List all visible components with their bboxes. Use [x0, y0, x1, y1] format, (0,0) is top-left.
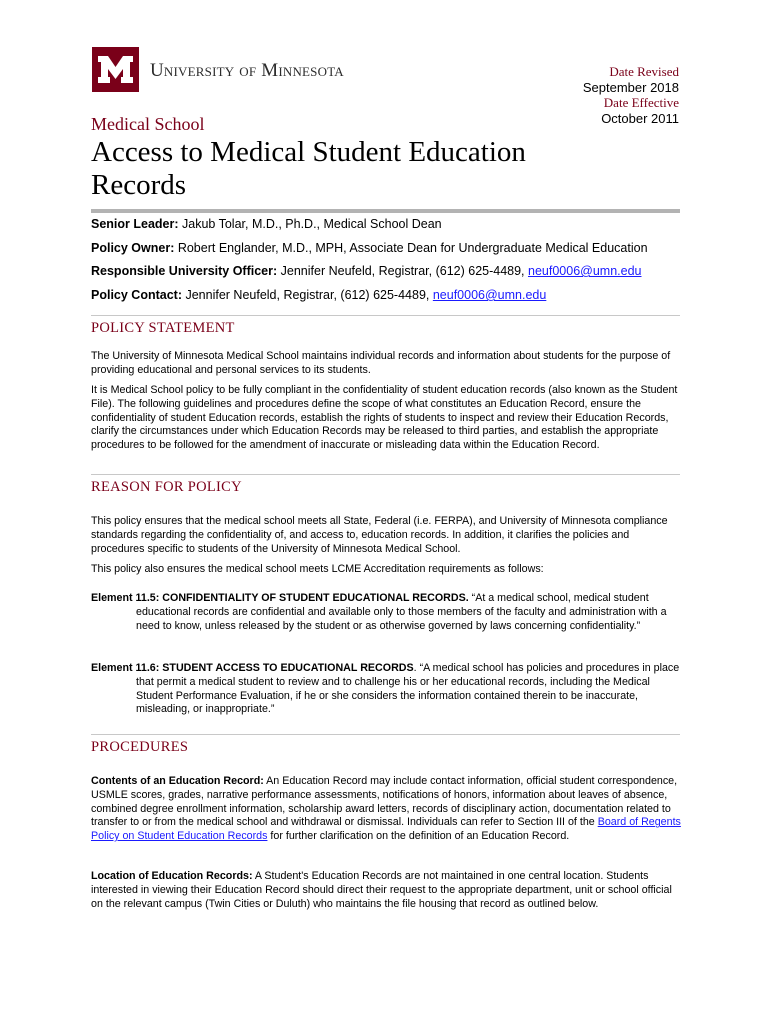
location-of-education-records: [91, 870, 681, 911]
location-text: A Student's Education Records are not maintained in one central location. Students interested in viewing their Education Record should direct their request to the appropriate department, unit or school official on the relevant campus (Twin Cities or Duluth) who maintains the file housing that record as outlined below.: [91, 870, 672, 910]
policy-dates: [583, 64, 679, 126]
responsible-officer-line: [91, 264, 642, 278]
section-divider: [91, 474, 680, 475]
university-name: University of Minnesota: [150, 60, 344, 81]
location-label: Location of Education Records:: [91, 870, 253, 882]
responsible-officer-value: Jennifer Neufeld, Registrar, (612) 625-4489,: [277, 264, 529, 278]
policy-owner-label: Policy Owner:: [91, 241, 175, 255]
policy-statement-paragraph-1: The University of Minnesota Medical School maintains individual records and information about students for the purpose of providing educational and personal services to its students.: [91, 350, 671, 376]
contents-label: Contents of an Education Record:: [91, 775, 264, 787]
date-revised-value: September 2018: [582, 79, 679, 95]
block-m-logo-icon: [98, 56, 133, 83]
policy-contact-line: [91, 288, 546, 302]
section-divider: [91, 734, 680, 735]
title-divider: [91, 209, 680, 213]
date-effective-label: Date Effective: [603, 95, 679, 110]
contents-of-education-record: [91, 775, 681, 844]
lcme-element-11-5: [91, 592, 681, 633]
policy-contact-label: Policy Contact:: [91, 288, 182, 302]
procedures-heading: PROCEDURES: [91, 739, 189, 755]
element-11-5-label: Element 11.5: CONFIDENTIALITY OF STUDENT EDUCATIONAL RECORDS.: [91, 592, 469, 604]
policy-statement-heading: POLICY STATEMENT: [91, 320, 235, 336]
reason-heading: REASON FOR POLICY: [91, 479, 242, 495]
element-11-6-text: . “A medical school has policies and procedures in place that permit a medical student to review and to challenge his or her educational records, including the Medical Student Performance Evaluation, if he or she considers the information contained therein to be inaccurate, misleading, or inappropriate.”: [136, 662, 680, 716]
page-title: Access to Medical Student Education Records: [91, 136, 526, 201]
date-effective-value: October 2011: [601, 110, 679, 126]
university-logo: [92, 47, 139, 92]
element-11-5-text: “At a medical school, medical student educational records are confidential and available only to those members of the faculty and administration with a need to know, unless released by the student or as otherwise governed by laws concerning confidentiality.”: [136, 592, 667, 632]
senior-leader-value: Jakub Tolar, M.D., Ph.D., Medical School Dean: [178, 217, 442, 231]
contents-text-1: An Education Record may include contact information, official student correspondence, USMLE scores, grades, narrative performance assessments, notifications of honors, information about leaves of absence, combined degree enrollment information, scholarship award letters, records of disciplinary action, documentation related to transfer to or from the medical school and withdrawal or dismissal. Individuals can refer to Section III of the: [91, 775, 678, 829]
board-of-regents-policy-link[interactable]: Board of Regents Policy on Student Education Records: [91, 816, 681, 843]
school-name: Medical School: [91, 114, 205, 134]
policy-contact-value: Jennifer Neufeld, Registrar, (612) 625-4489,: [182, 288, 433, 302]
reason-paragraph-2: This policy also ensures the medical school meets LCME Accreditation requirements as follows:: [91, 563, 544, 575]
policy-statement-paragraph-2: It is Medical School policy to be fully compliant in the confidentiality of student education records (also known as the Student File). The following guidelines and procedures define the scope of what constitutes an Education Record, ensure the confidentiality of student Education records, establish the rights of students to inspect and review their Education Records, clarify the circumstances under which Education Records may be released to third parties, and establish the appropriate procedures to be followed for the amendment of inaccurate or misleading data within the Education Record.: [91, 384, 678, 452]
reason-paragraph-1: This policy ensures that the medical school meets all State, Federal (i.e. FERPA), and University of Minnesota compliance standards regarding the confidentiality of, and access to, education records. In addition, it clarifies the policies and procedures specific to students of the University of Minnesota Medical School.: [91, 515, 668, 555]
contents-text-2: for further clarification on the definition of an Education Record.: [267, 830, 570, 843]
policy-owner-line: [91, 241, 648, 255]
date-revised-label: Date Revised: [609, 64, 679, 79]
senior-leader-line: [91, 217, 442, 231]
university-wordmark: [150, 60, 344, 82]
senior-leader-label: Senior Leader:: [91, 217, 179, 231]
responsible-officer-email-link[interactable]: neuf0006@umn.edu: [528, 264, 642, 278]
policy-owner-value: Robert Englander, M.D., MPH, Associate Dean for Undergraduate Medical Education: [174, 241, 648, 255]
lcme-element-11-6: [91, 662, 681, 717]
policy-contact-email-link[interactable]: neuf0006@umn.edu: [432, 288, 547, 302]
element-11-6-label: Element 11.6: STUDENT ACCESS TO EDUCATIONAL RECORDS: [91, 662, 414, 674]
section-divider: [91, 315, 680, 316]
responsible-officer-label: Responsible University Officer:: [91, 264, 278, 278]
